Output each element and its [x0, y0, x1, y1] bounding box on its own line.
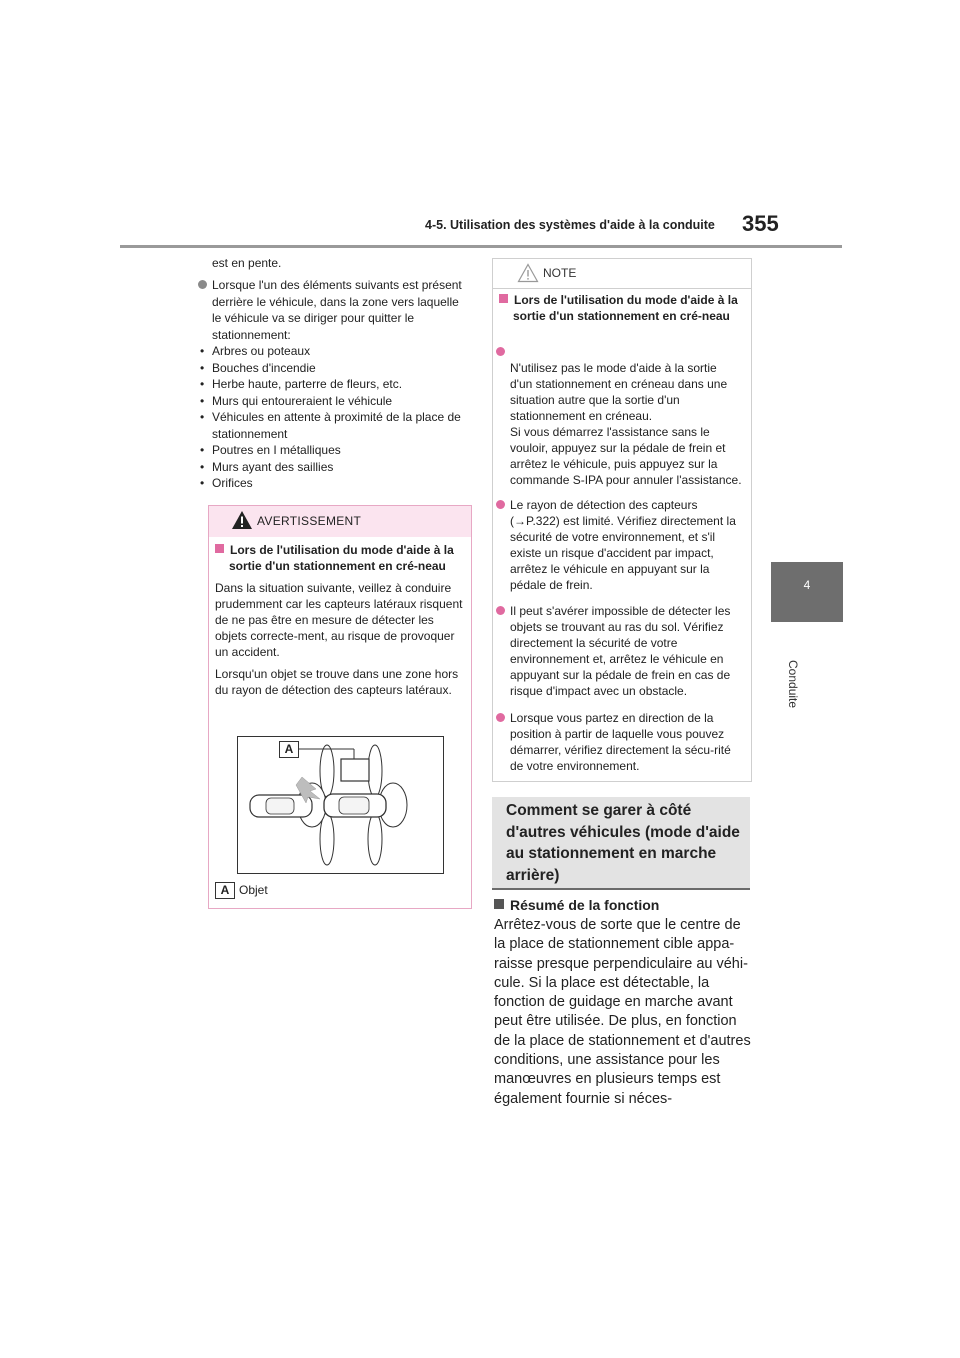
list-item: • Véhicules en attente à proximité de la place de stationnement [200, 409, 470, 442]
square-bullet-icon [494, 899, 504, 909]
section-heading-box [492, 797, 750, 890]
obstacle-list [200, 343, 470, 492]
bullet-dot [496, 500, 505, 509]
section-body-text: Arrêtez-vous de sorte que le centre de la place de stationnement cible appa-raisse presque perpendiculaire au véhi-cule. Si la place est détectable, la fonction de guidage en marche avant peut être utilisée. De plus, en fonction de la place de stationnement et d'autres conditions, une assistance pour les manœuvres en plusieurs temps est également fournie si néces- [494, 917, 751, 1107]
legend-text: Objet [239, 883, 268, 897]
continuation-text: est en pente. [212, 256, 282, 270]
note-bullet: N'utilisez pas le mode d'aide à la sortie d'un stationnement en créneau dans une situation autre que la sortie d'un stationnement en créneau. Si vous démarrez l'assistance sans le vouloir, appuyez sur la pédale de frein et arrêtez le véhicule, puis appuyez sur la commande S-IPA pour annuler l'assistance. [510, 344, 742, 488]
chapter-number: 4 [803, 578, 811, 592]
left-bullet-block [212, 277, 470, 492]
legend-tag-a: A [215, 882, 235, 899]
note-header-rule [493, 288, 751, 289]
list-item: • Herbe haute, parterre de fleurs, etc. [200, 376, 470, 393]
note-bullet: Lorsque vous partez en direction de la position à partir de laquelle vous pouvez démarrer, vérifiez directement la sécu-rité de votre environnement. [510, 710, 742, 774]
page-number: 355 [742, 211, 779, 236]
subheading: Résumé de la fonction [494, 897, 659, 913]
list-item: • Poutres en I métalliques [200, 442, 470, 459]
section-title: Comment se garer à côté d'autres véhicules (mode d'aide au stationnement en marche arrière) [506, 802, 740, 884]
list-item: • Bouches d'incendie [200, 360, 470, 377]
caution-triangle-icon [517, 263, 539, 283]
note-box [492, 258, 752, 782]
bullet-dot [496, 347, 505, 356]
list-item: • Murs qui entoureraient le véhicule [200, 393, 470, 410]
square-bullet-icon [215, 544, 224, 553]
bullet-dot [496, 713, 505, 722]
sensor-diagram [237, 736, 444, 874]
list-item: • Murs ayant des saillies [200, 459, 470, 476]
warning-paragraph-2: Lorsqu'un objet se trouve dans une zone hors du rayon de détection des capteurs latéraux. [215, 667, 459, 697]
warning-content [215, 542, 463, 698]
left-bullet-text: Lorsque l'un des éléments suivants est présent derrière le véhicule, dans la zone vers laquelle le véhicule va se diriger pour quitter le stationnement: [212, 278, 462, 342]
chapter-label-container [775, 660, 815, 709]
warning-triangle-icon [231, 510, 253, 530]
parking-illustration [238, 737, 443, 873]
warning-heading: Lors de l'utilisation du mode d'aide à la sortie d'un stationnement en cré-neau [215, 542, 463, 574]
chapter-label: Conduite [786, 660, 800, 709]
square-bullet-icon [499, 294, 508, 303]
warning-header [209, 506, 471, 537]
note-title: NOTE [543, 266, 577, 280]
running-header-section-title: 4-5. Utilisation des systèmes d'aide à la conduite [425, 218, 715, 232]
note-bullet: Il peut s'avérer impossible de détecter les objets se trouvant au ras du sol. Vérifiez directement la sécurité de votre environnement et, arrêtez le véhicule en appuyant sur la pédale de frein en cas de risque d'impact avec un obstacle. [510, 603, 742, 699]
warning-title: AVERTISSEMENT [257, 514, 362, 528]
list-item: • Orifices [200, 475, 470, 492]
note-heading: Lors de l'utilisation du mode d'aide à la sortie d'un stationnement en cré-neau [499, 292, 757, 324]
bullet-dot [198, 280, 207, 289]
note-bullet: Le rayon de détection des capteurs (→P.322) est limité. Vérifiez directement la sécurité de votre environnement, et s'il existe un risque d'accident par impact, arrêtez le véhicule en appuyant sur la pédale de frein. [510, 497, 742, 593]
diagram-tag-a: A [279, 741, 299, 758]
header-rule [120, 245, 842, 248]
bullet-dot [496, 606, 505, 615]
chapter-tab [771, 562, 843, 622]
warning-paragraph-1: Dans la situation suivante, veillez à conduire prudemment car les capteurs latéraux risquent de ne pas être en mesure de détecter les objets correcte-ment, au risque de provoquer un accident. [215, 581, 463, 659]
list-item: • Arbres ou poteaux [200, 343, 470, 360]
